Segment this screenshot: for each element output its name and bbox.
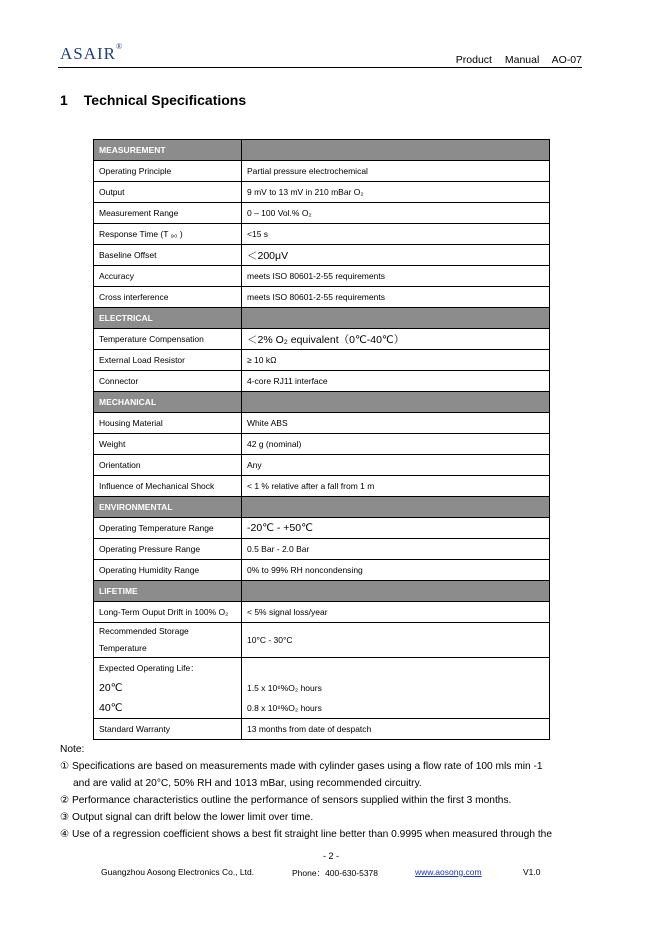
spec-value: meets ISO 80601-2-55 requirements xyxy=(242,287,550,308)
note-3: ③ Output signal can drift below the lower limit over time. xyxy=(60,812,314,823)
notes-section xyxy=(60,741,552,843)
spec-label: Operating Temperature Range xyxy=(94,518,242,539)
footer-website-link[interactable] xyxy=(415,867,482,877)
table-row xyxy=(94,203,550,224)
category-label: MEASUREMENT xyxy=(94,140,242,161)
spec-value: ＜2% O₂ equivalent（0℃-40℃） xyxy=(242,329,550,350)
section-number: 1 xyxy=(60,92,68,108)
spec-label: Accuracy xyxy=(94,266,242,287)
document-header-title: Product Manual AO-07 xyxy=(455,54,582,66)
section-title: Technical Specifications xyxy=(83,92,247,108)
specifications-table xyxy=(93,139,550,740)
spec-value: 10°C - 30°C xyxy=(242,623,550,658)
footer-version: V1.0 xyxy=(523,867,541,877)
table-row xyxy=(94,182,550,203)
spec-value: White ABS xyxy=(242,413,550,434)
category-row-measurement xyxy=(94,140,550,161)
spec-label: Orientation xyxy=(94,455,242,476)
table-row xyxy=(94,224,550,245)
life-value-1: 1.5 x 10⁶%O₂ hours xyxy=(247,683,322,693)
spec-label: Response Time (T ₉₀ ) xyxy=(94,224,242,245)
category-label: ENVIRONMENTAL xyxy=(94,497,242,518)
life-label: Expected Operating Life： xyxy=(99,663,199,673)
spec-label: Operating Principle xyxy=(94,161,242,182)
table-row xyxy=(94,518,550,539)
spec-value: <15 s xyxy=(242,224,550,245)
spec-label xyxy=(94,623,242,658)
spec-label: Cross interference xyxy=(94,287,242,308)
spec-value: 4-core RJ11 interface xyxy=(242,371,550,392)
spec-label: Measurement Range xyxy=(94,203,242,224)
category-row-environmental xyxy=(94,497,550,518)
category-row-mechanical xyxy=(94,392,550,413)
spec-label: Housing Material xyxy=(94,413,242,434)
spec-label: Weight xyxy=(94,434,242,455)
spec-value: meets ISO 80601-2-55 requirements xyxy=(242,266,550,287)
spec-label: Long-Term Ouput Drift in 100% O₂ xyxy=(94,602,242,623)
spec-label: Influence of Mechanical Shock xyxy=(94,476,242,497)
spec-value: 9 mV to 13 mV in 210 mBar O₂ xyxy=(242,182,550,203)
category-row-lifetime xyxy=(94,581,550,602)
website-link[interactable]: www.aosong.com xyxy=(415,867,482,877)
company-logo xyxy=(60,44,123,64)
spec-value: Partial pressure electrochemical xyxy=(242,161,550,182)
spec-label: Output xyxy=(94,182,242,203)
spec-value: Any xyxy=(242,455,550,476)
storage-label-line-2: Temperature xyxy=(99,643,147,653)
life-temp-1: 20℃ xyxy=(99,682,123,694)
registered-mark: ® xyxy=(116,42,124,51)
page-number: - 2 - xyxy=(322,851,339,861)
spec-label: Temperature Compensation xyxy=(94,329,242,350)
table-row xyxy=(94,350,550,371)
table-row xyxy=(94,434,550,455)
logo-text: ASAIR xyxy=(60,44,117,63)
footer-company: Guangzhou Aosong Electronics Co., Ltd. xyxy=(101,867,255,877)
note-2: ② Performance characteristics outline the performance of sensors supplied within the first 3 months. xyxy=(60,795,512,806)
note-1: ① Specifications are based on measurements made with cylinder gases using a flow rate of 100 mls min -1 xyxy=(60,761,543,772)
table-row xyxy=(94,413,550,434)
spec-value: 0% to 99% RH noncondensing xyxy=(242,560,550,581)
spec-label: Standard Warranty xyxy=(94,719,242,740)
spec-label xyxy=(94,658,242,719)
table-row xyxy=(94,539,550,560)
spec-value: < 1 % relative after a fall from 1 m xyxy=(242,476,550,497)
life-temp-2: 40℃ xyxy=(99,702,123,714)
table-row xyxy=(94,658,550,719)
table-row xyxy=(94,371,550,392)
table-row xyxy=(94,623,550,658)
spec-value: 13 months from date of despatch xyxy=(242,719,550,740)
note-1-continued: and are valid at 20°C, 50% RH and 1013 mBar, using recommended circuitry. xyxy=(73,778,422,789)
table-row xyxy=(94,719,550,740)
category-row-electrical xyxy=(94,308,550,329)
spec-value: 42 g (nominal) xyxy=(242,434,550,455)
spec-label: External Load Resistor xyxy=(94,350,242,371)
spec-label: Connector xyxy=(94,371,242,392)
category-label: MECHANICAL xyxy=(94,392,242,413)
spec-value: < 5% signal loss/year xyxy=(242,602,550,623)
table-row xyxy=(94,476,550,497)
category-label: ELECTRICAL xyxy=(94,308,242,329)
table-row xyxy=(94,245,550,266)
section-heading xyxy=(60,92,246,108)
table-row xyxy=(94,602,550,623)
spec-value: -20℃ - +50℃ xyxy=(242,518,550,539)
table-row xyxy=(94,329,550,350)
header-divider xyxy=(58,67,582,68)
life-value-2: 0.8 x 10⁶%O₂ hours xyxy=(247,703,322,713)
table-row xyxy=(94,287,550,308)
spec-value: ≥ 10 kΩ xyxy=(242,350,550,371)
note-4: ④ Use of a regression coefficient shows a best fit straight line better than 0.9995 when measured through the xyxy=(60,829,553,840)
spec-value: ＜200μV xyxy=(242,245,550,266)
table-row xyxy=(94,455,550,476)
table-row xyxy=(94,161,550,182)
table-row xyxy=(94,560,550,581)
footer-phone: Phone：400-630-5378 xyxy=(292,868,379,878)
category-label: LIFETIME xyxy=(94,581,242,602)
spec-label: Operating Humidity Range xyxy=(94,560,242,581)
table-row xyxy=(94,266,550,287)
spec-value xyxy=(242,658,550,719)
storage-label-line-1: Recommended Storage xyxy=(99,626,189,636)
notes-title: Note: xyxy=(60,744,85,755)
spec-value: 0 – 100 Vol.% O₂ xyxy=(242,203,550,224)
spec-label: Operating Pressure Range xyxy=(94,539,242,560)
spec-label: Baseline Offset xyxy=(94,245,242,266)
spec-value: 0.5 Bar - 2.0 Bar xyxy=(242,539,550,560)
